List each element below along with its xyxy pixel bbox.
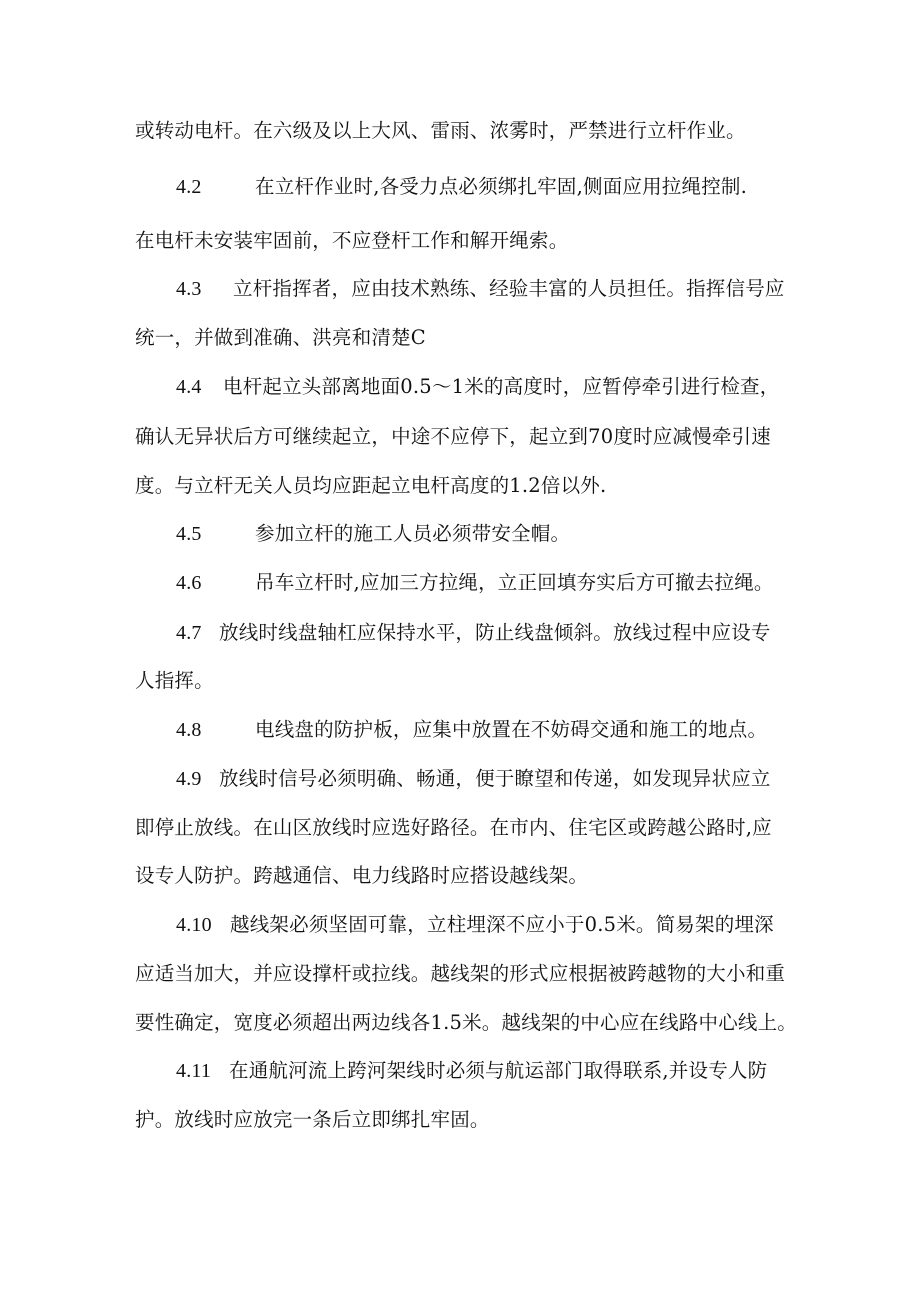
line-text: 吊车立杆时,应加三方拉绳，立正回填夯实后方可撤去拉绳。 <box>255 571 774 594</box>
section-number: 4.10 <box>176 914 212 936</box>
line-text: 要性确定，宽度必须超出两边线各1.5米。越线架的中心应在线路中心线上。 <box>135 1011 798 1034</box>
line-text: 放线时信号必须明确、畅通，便于瞭望和传递，如发现异状应立 <box>219 767 771 790</box>
section-number: 4.2 <box>176 176 202 198</box>
text-line <box>135 424 771 450</box>
section-number: 4.5 <box>176 523 202 545</box>
text-line <box>135 325 426 351</box>
line-text: 立杆指挥者，应由技术熟练、经验丰富的人员担任。指挥信号应 <box>233 277 785 300</box>
line-text: 人指挥。 <box>135 669 214 692</box>
line-text: 设专人防护。跨越通信、电力线路时应搭设越线架。 <box>135 864 589 887</box>
text-line <box>135 961 785 987</box>
line-text: 统一，并做到准确、洪亮和清楚C <box>135 326 426 349</box>
section-number: 4.9 <box>176 768 202 790</box>
text-line <box>135 118 746 144</box>
section-number: 4.6 <box>176 572 202 594</box>
line-text: 确认无异状后方可继续起立，中途不应停下，起立到70度时应减慢牵引速 <box>135 425 771 448</box>
line-text: 度。与立杆无关人员均应距起立电杆高度的1.2倍以外. <box>135 474 607 497</box>
section-number: 4.7 <box>176 622 202 644</box>
section-number: 4.4 <box>176 376 202 398</box>
line-text: 或转动电杆。在六级及以上大风、雷雨、浓雾时，严禁进行立杆作业。 <box>135 119 746 142</box>
line-text: 应适当加大，并应设撑杆或拉线。越线架的形式应根据被跨越物的大小和重 <box>135 962 786 985</box>
text-line <box>135 668 214 694</box>
text-line <box>135 473 606 499</box>
line-text: 即停止放线。在山区放线时应选好路径。在市内、住宅区或跨越公路时,应 <box>135 816 772 839</box>
line-text: 越线架必须坚固可靠，立柱埋深不应小于0.5米。简易架的埋深 <box>230 913 774 936</box>
line-text: 在立杆作业时,各受力点必须绑扎牢固,侧面应用拉绳控制. <box>255 175 747 198</box>
text-line <box>135 228 568 254</box>
section-number: 4.11 <box>176 1060 212 1082</box>
line-text: 放线时线盘轴杠应保持水平，防止线盘倾斜。放线过程中应设专 <box>219 621 771 644</box>
line-text: 护。放线时应放完一条后立即绑扎牢固。 <box>135 1108 490 1131</box>
line-text: 电线盘的防护板，应集中放置在不妨碍交通和施工的地点。 <box>255 718 768 741</box>
line-text: 参加立杆的施工人员必须带安全帽。 <box>255 522 571 545</box>
section-number: 4.8 <box>176 719 202 741</box>
line-text: 在通航河流上跨河架线时必须与航运部门取得联系,并设专人防 <box>229 1059 768 1082</box>
text-line <box>135 1107 490 1133</box>
text-line <box>135 863 588 889</box>
text-line <box>135 815 772 841</box>
text-line <box>135 1010 797 1036</box>
line-text: 在电杆未安装牢固前，不应登杆工作和解开绳索。 <box>135 229 569 252</box>
section-number: 4.3 <box>176 278 202 300</box>
line-text: 电杆起立头部离地面0.5～1米的高度时，应暂停牵引进行检查， <box>223 375 780 398</box>
